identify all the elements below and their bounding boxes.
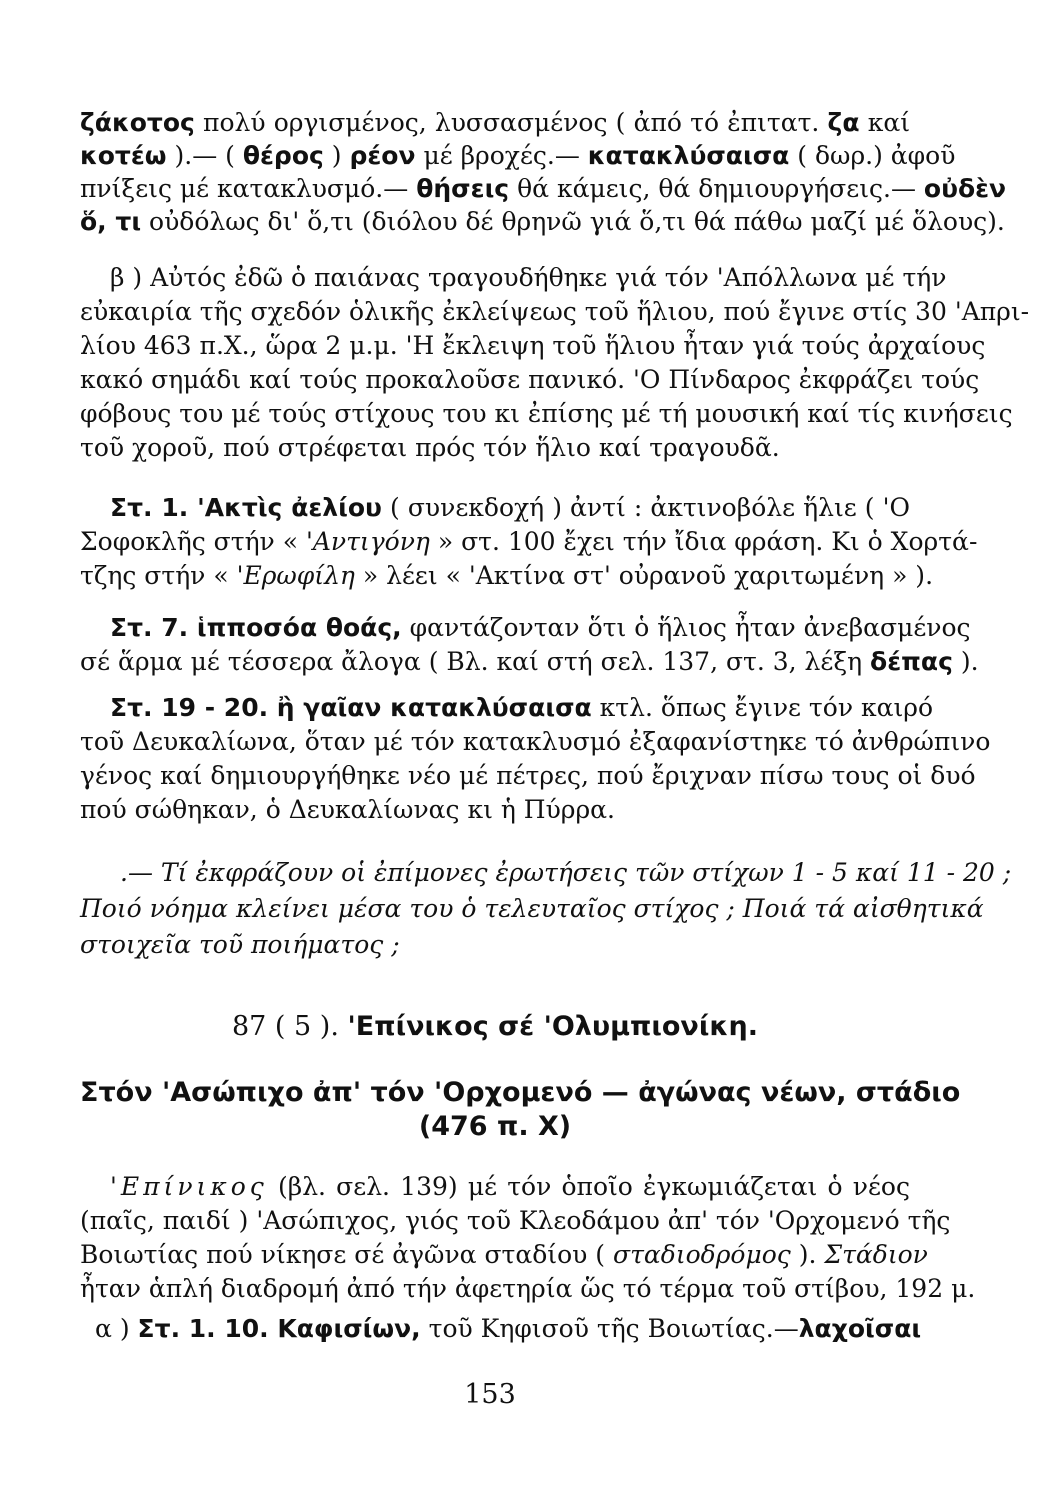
text-run: Σοφοκλῆς στήν « [80, 527, 306, 556]
text-run: φόβους του μέ τούς στίχους του κι ἐπίσης μέ τή μουσική καί τίς κινήσεις [80, 399, 1013, 428]
text-run: πού σώθηκαν, ὁ Δευκαλίωνας κι ἡ Πύρρα. [80, 795, 615, 824]
text-line [80, 207, 1005, 237]
text-run: μέ βροχές.— [415, 141, 588, 170]
text-line [80, 141, 956, 171]
text-run: (476 π. Χ) [418, 1111, 572, 1142]
text-line [80, 894, 984, 924]
text-run: 'Επίνικος σέ 'Ολυμπιονίκη. [347, 1011, 758, 1042]
text-run: ( συνεκδοχή ) ἀντί : ἀκτινοβόλε ἥλιε ( 'Ο [381, 493, 910, 522]
text-run: θήσεις [416, 174, 510, 203]
text-line [80, 1240, 928, 1270]
text-run: » στ. 100 ἔχει τήν ἴδια φράση. Κι ὁ Χορτά- [429, 527, 978, 556]
text-line [110, 693, 934, 723]
text-run: σέ ἅρμα μέ τέσσερα ἄλογα ( Βλ. καί στή σελ. 137, στ. 3, λέξη [80, 647, 871, 676]
text-run: Ποιό νόημα κλείνει μέσα του ὁ τελευταῖος στίχος ; Ποιά τά αἰσθητικά [80, 894, 984, 923]
text-run: » λέει « 'Ακτίνα στ' οὐρανοῦ χαριτωμένη » ). [354, 561, 934, 590]
text-line [95, 1314, 922, 1344]
text-run: φαντάζονταν ὅτι ὁ ἥλιος ἦταν ἀνεβασμένος [401, 613, 971, 642]
text-run: δέπας [870, 647, 953, 676]
text-line [110, 263, 947, 293]
text-run: ). [790, 1240, 825, 1269]
text-run: Βοιωτίας πού νίκησε σέ ἀγῶνα σταδίου ( [80, 1240, 613, 1269]
text-line [80, 761, 976, 791]
text-line [80, 795, 910, 825]
text-run: εὐκαιρία τῆς σχεδόν ὁλικῆς ἐκλείψεως τοῦ ἥλιου, πού ἔγινε στίς 30 'Απρι- [80, 297, 1030, 326]
text-run: ὅ, τι [80, 207, 142, 236]
subtitle-line [80, 1112, 910, 1142]
text-run: 'Αντιγόνη [305, 527, 430, 556]
text-run: κακό σημάδι καί τούς προκαλοῦσε πανικό. 'Ο Πίνδαρος ἐκφράζει τούς [80, 365, 980, 394]
text-run: Στόν 'Ασώπιχο ἀπ' τόν 'Ορχομενό — ἀγώνας νέων, στάδιο [80, 1077, 961, 1108]
text-run: Στ. 1. 'Ακτὶς ἀελίου [110, 493, 382, 522]
text-line [110, 493, 910, 523]
text-run: πολύ οργισμένος, λυσσασμένος ( ἀπό τό ἐπιτατ. [194, 108, 828, 137]
text-line [80, 365, 980, 395]
text-run: (βλ. σελ. 139) μέ τόν ὁποῖο ἐγκωμιάζεται ὁ νέος [267, 1172, 910, 1201]
text-run: ).— ( [166, 141, 243, 170]
text-line [80, 108, 910, 138]
text-run: ζάκοτος [80, 108, 195, 137]
text-run: λαχοῖσαι [798, 1314, 922, 1343]
text-run: καί [859, 108, 910, 137]
text-run: Στ. 1. 10. Καφισίων, [137, 1314, 421, 1343]
text-run: κοτέω [80, 141, 167, 170]
text-run: θά κάμεις, θά δημιουργήσεις.— [509, 174, 924, 203]
page-number: 153 [464, 1379, 516, 1410]
text-line [80, 297, 1030, 327]
text-run: οὐδὲν [923, 174, 1007, 203]
text-run: ( δωρ.) ἀφοῦ [789, 141, 956, 170]
text-line [80, 433, 910, 463]
text-line [80, 647, 979, 677]
text-run: ἦταν ἁπλή διαδρομή ἀπό τήν ἀφετηρία ὥς τό τέρμα τοῦ στίβου, 192 μ. [80, 1274, 976, 1303]
text-run: ) [323, 141, 350, 170]
text-run: ζα [827, 108, 860, 137]
text-run: τζης στήν « [80, 561, 237, 590]
text-run: πνίξεις μέ κατακλυσμό.— [80, 174, 417, 203]
text-run: θέρος [242, 141, 324, 170]
text-line [80, 331, 986, 361]
text-run: στοιχεῖα τοῦ ποιήματος ; [80, 930, 400, 959]
text-run: ρέον [349, 141, 416, 170]
text-run: κατακλύσαισα [587, 141, 790, 170]
text-run: γένος καί δημιουργήθηκε νέο μέ πέτρες, πού ἔριχναν πίσω τους οἱ δυό [80, 761, 976, 790]
subtitle-line [80, 1077, 961, 1108]
text-run: Στάδιον [824, 1240, 928, 1269]
text-run: τοῦ Κηφισοῦ τῆς Βοιωτίας.— [420, 1314, 799, 1343]
text-run: Στ. 19 - 20. ἢ γαῖαν κατακλύσαισα [110, 693, 592, 722]
text-line [80, 1206, 951, 1236]
text-run: .— Τί ἐκφράζουν οἱ ἐπίμονες ἐρωτήσεις τῶν στίχων 1 - 5 καί 11 - 20 ; [120, 858, 1012, 887]
text-line [80, 930, 910, 960]
text-run: τοῦ χοροῦ, πού στρέφεται πρός τόν ἥλιο καί τραγουδᾶ. [80, 433, 780, 462]
text-line [80, 561, 934, 591]
text-run: λίου 463 π.Χ., ὥρα 2 μ.μ. 'Η ἔκλειψη τοῦ ἥλιου ἦταν γιά τούς ἀρχαίους [80, 331, 986, 360]
text-line [110, 1172, 910, 1202]
text-line [80, 174, 1007, 204]
text-run: Στ. 7. ἱπποσόα θοάς, [110, 613, 402, 642]
text-run: 87 ( 5 ). [231, 1011, 348, 1042]
text-run: ). [952, 647, 979, 676]
text-line [110, 613, 971, 643]
text-line [80, 399, 1013, 429]
text-run: (παῖς, παιδί ) 'Ασώπιχος, γιός τοῦ Κλεοδάμου ἀπ' τόν 'Ορχομενό τῆς [80, 1206, 951, 1235]
text-run: οὐδόλως δι' ὅ,τι (διόλου δέ θρηνῶ γιά ὅ,τι θά πάθω μαζί μέ ὅλους). [141, 207, 1005, 236]
text-run: κτλ. ὅπως ἔγινε τόν καιρό [591, 693, 934, 722]
text-run: τοῦ Δευκαλίωνα, ὅταν μέ τόν κατακλυσμό ἐξαφανίστηκε τό ἀνθρώπινο [80, 727, 991, 756]
text-run: 'Επίνικος [110, 1172, 268, 1201]
text-run: β ) Αὐτός ἐδῶ ὁ παιάνας τραγουδήθηκε γιά τόν 'Απόλλωνα μέ τήν [110, 263, 947, 292]
text-line [120, 858, 1012, 888]
text-line [80, 1274, 976, 1304]
text-line [80, 727, 991, 757]
text-run: σταδιοδρόμος [613, 1240, 791, 1269]
text-run: α ) [95, 1314, 138, 1343]
text-line [80, 527, 978, 557]
section-heading [80, 1012, 910, 1042]
text-run: 'Ερωφίλη [236, 561, 355, 590]
